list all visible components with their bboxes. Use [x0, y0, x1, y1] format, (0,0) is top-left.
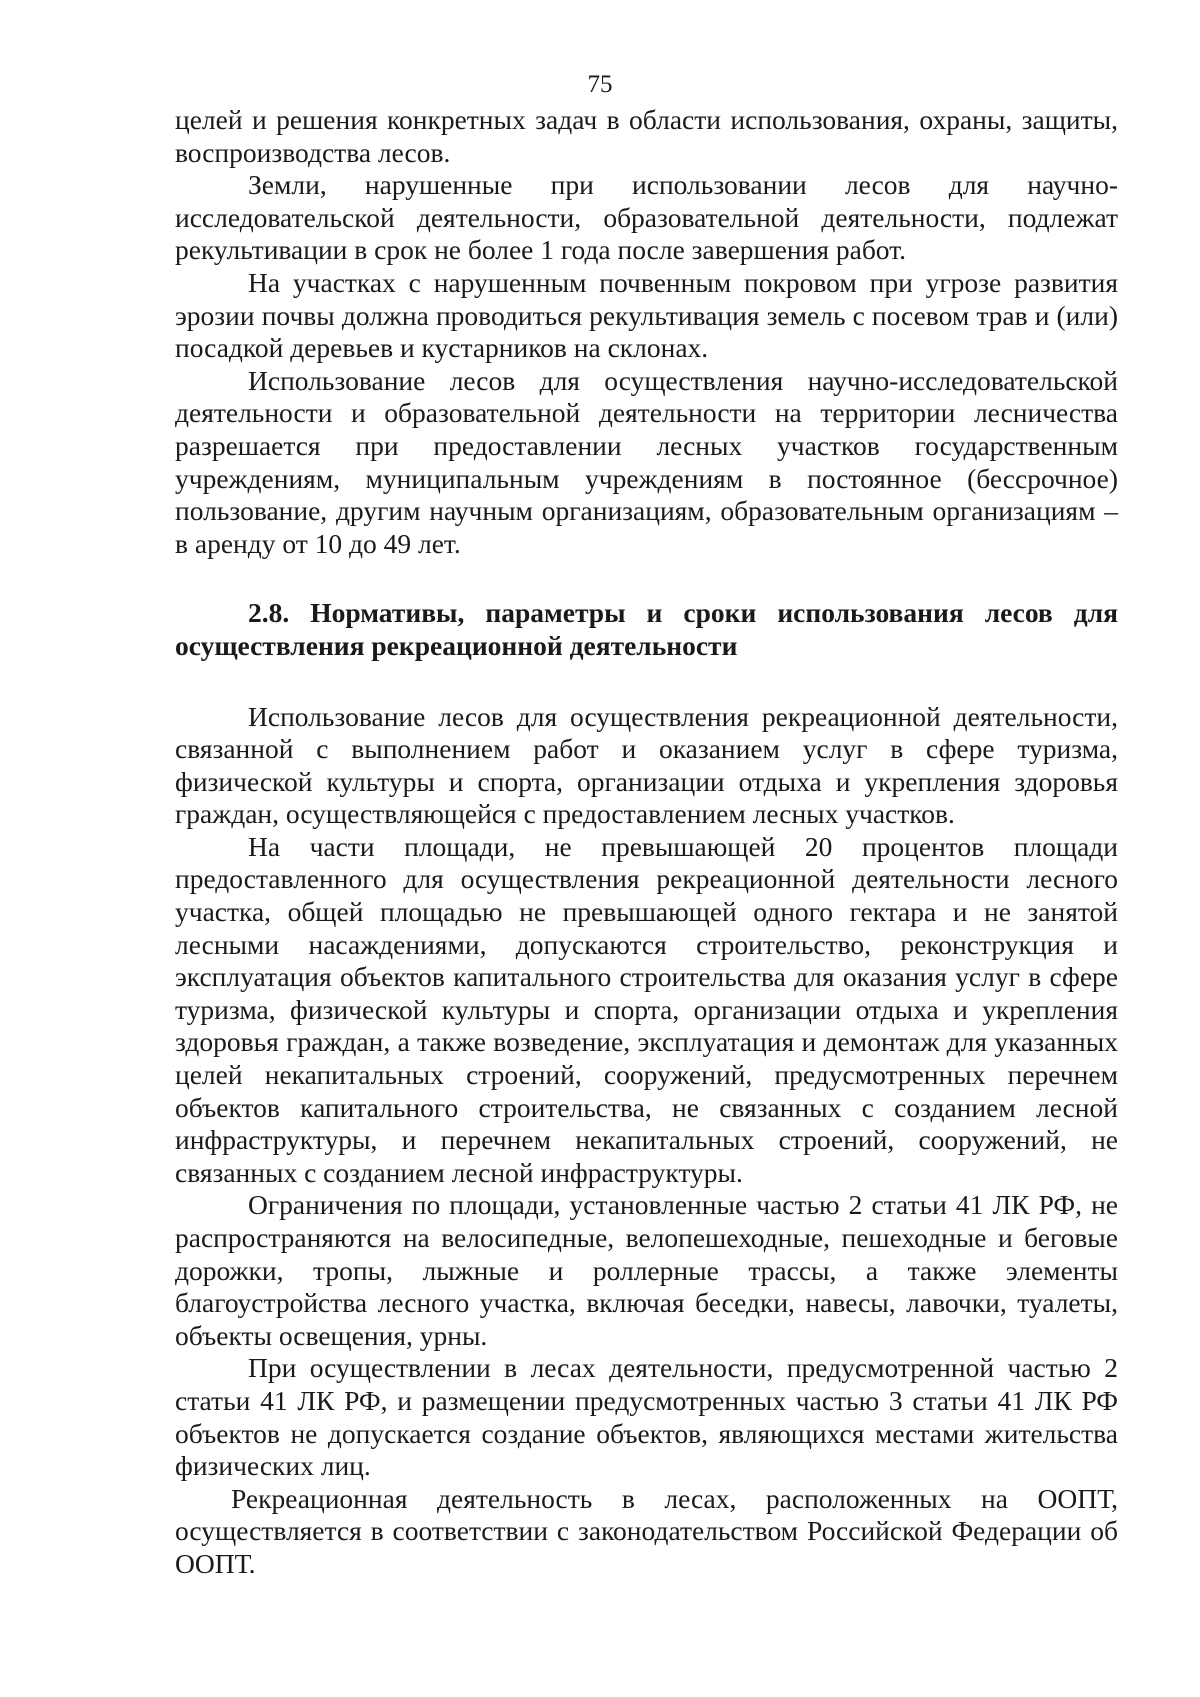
paragraph: Использование лесов для осуществления научно-исследовательской деятельности и образовательной деятельности на территории лесничества разрешается при предоставлении лесных участков государственным учреждениям, муниципальным учреждениям в постоянное (бессрочное) пользование, другим научным организациям, образовательным организациям – в аренду от 10 до 49 лет.: [175, 364, 1118, 559]
paragraph: целей и решения конкретных задач в области использования, охраны, защиты, воспроизводства лесов.: [175, 104, 1118, 168]
heading-spacer: [175, 663, 1118, 701]
section-heading: 2.8. Нормативы, параметры и сроки использования лесов для осуществления рекреационной деятельности: [175, 597, 1118, 661]
paragraph: Земли, нарушенные при использовании лесов для научно-исследовательской деятельности, образовательной деятельности, подлежат рекультивации в срок не более 1 года после завершения работ.: [175, 169, 1118, 266]
paragraph: Ограничения по площади, установленные частью 2 статьи 41 ЛК РФ, не распространяются на велосипедные, велопешеходные, пешеходные и беговые дорожки, тропы, лыжные и роллерные трассы, а также элементы благоустройства лесного участка, включая беседки, навесы, лавочки, туалеты, объекты освещения, урны.: [175, 1189, 1118, 1351]
page-content: [175, 104, 1118, 1581]
paragraph: Рекреационная деятельность в лесах, расположенных на ООПТ, осуществляется в соответствии с законодательством Российской Федерации об ООПТ.: [175, 1482, 1118, 1579]
paragraph: На участках с нарушенным почвенным покровом при угрозе развития эрозии почвы должна проводиться рекультивация земель с посевом трав и (или) посадкой деревьев и кустарников на склонах.: [175, 266, 1118, 364]
paragraph: При осуществлении в лесах деятельности, предусмотренной частью 2 статьи 41 ЛК РФ, и размещении предусмотренных частью 3 статьи 41 ЛК РФ объектов не допускается создание объектов, являющихся местами жительства физических лиц.: [175, 1352, 1118, 1482]
page-number: 75: [587, 71, 613, 98]
paragraph: На части площади, не превышающей 20 процентов площади предоставленного для осуществления рекреационной деятельности лесного участка, общей площадью не превышающей одного гектара и не занятой лесными насаждениями, допускаются строительство, реконструкция и эксплуатация объектов капитального строительства для оказания услуг в сфере туризма, физической культуры и спорта, организации отдыха и укрепления здоровья граждан, а также возведение, эксплуатация и демонтаж для указанных целей некапитальных строений, сооружений, предусмотренных перечнем объектов капитального строительства, не связанных с созданием лесной инфраструктуры, и перечнем некапитальных строений, сооружений, не связанных с созданием лесной инфраструктуры.: [175, 830, 1118, 1188]
paragraph: Использование лесов для осуществления рекреационной деятельности, связанной с выполнением работ и оказанием услуг в сфере туризма, физической культуры и спорта, организации отдыха и укрепления здоровья граждан, осуществляющейся с предоставлением лесных участков.: [175, 700, 1118, 830]
